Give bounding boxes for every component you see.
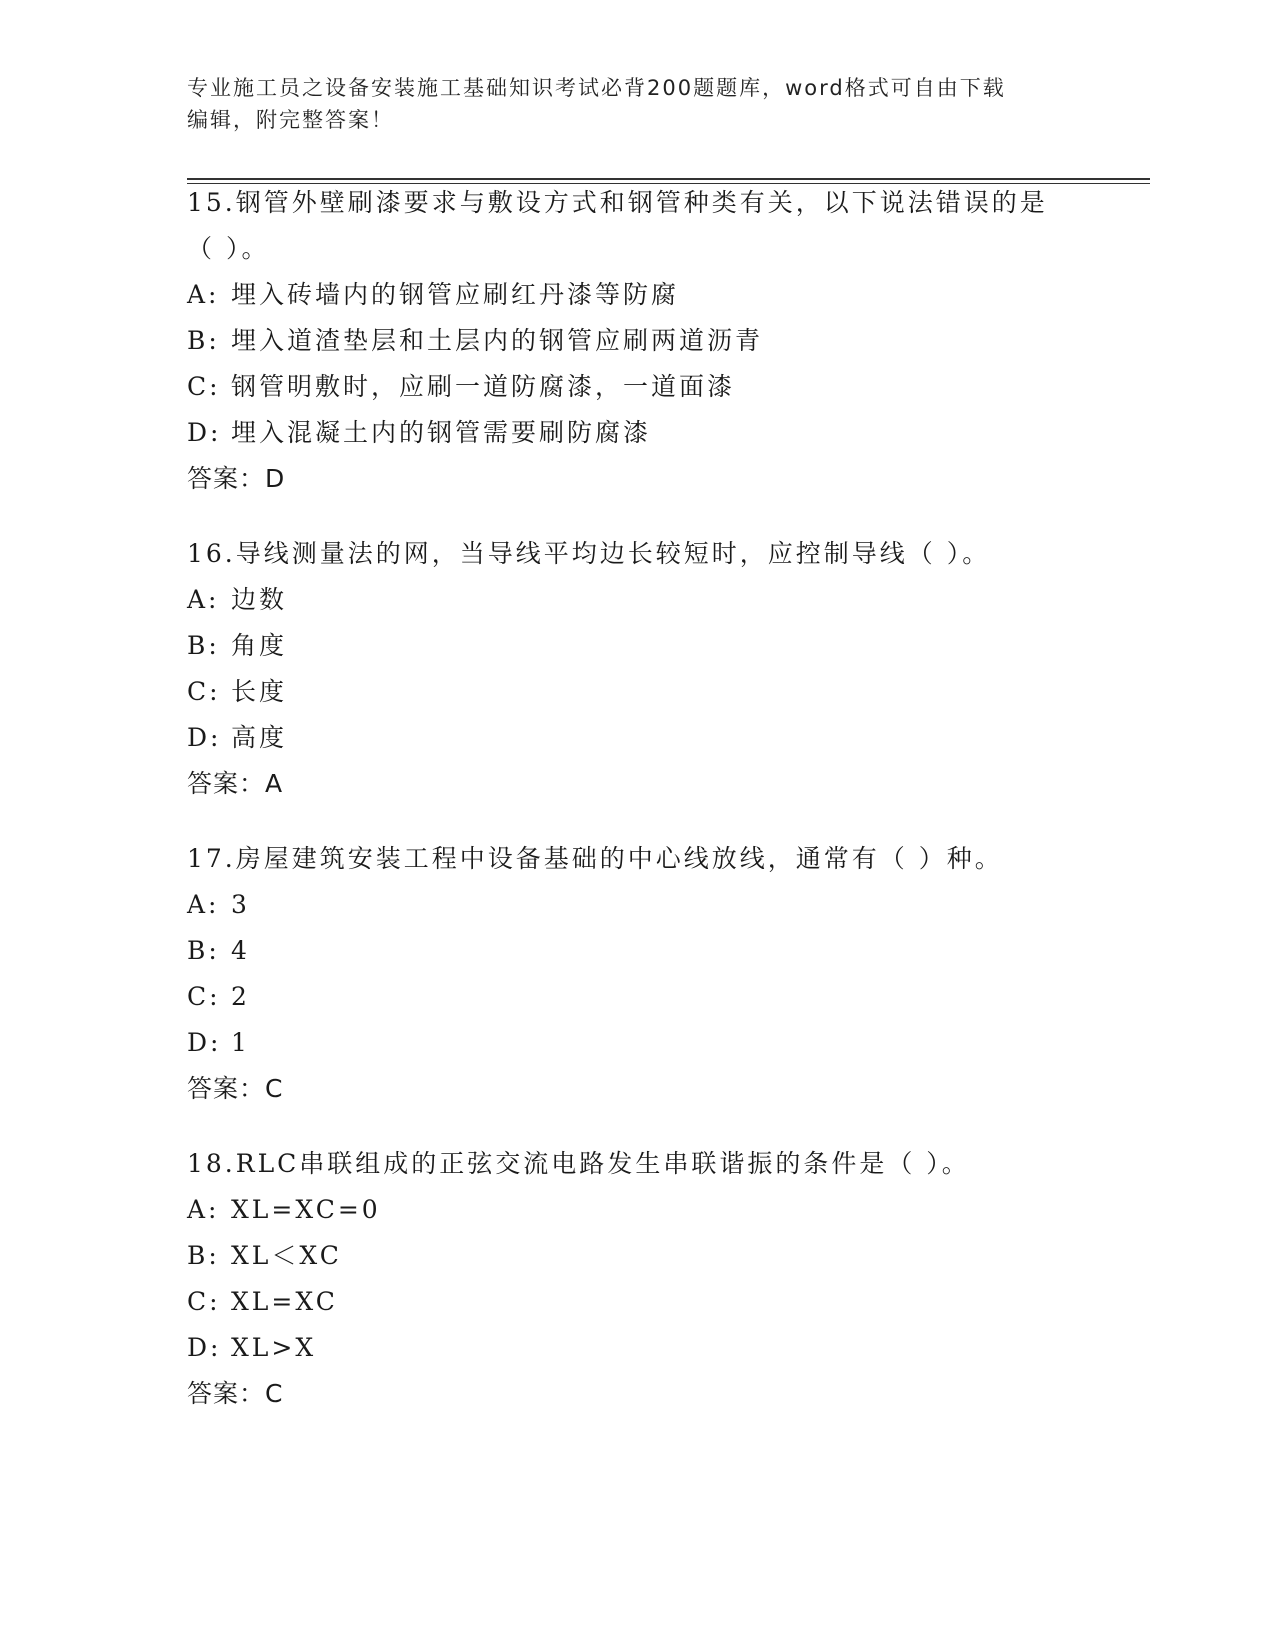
- answer-label: 答案：D: [187, 464, 286, 493]
- question-stem: 18.RLC串联组成的正弦交流电路发生串联谐振的条件是（ ）。: [187, 1149, 970, 1178]
- option-letter: B:: [187, 326, 220, 355]
- option-text: 埋入砖墙内的钢管应刷红丹漆等防腐: [231, 280, 680, 309]
- option-text: 长度: [231, 677, 288, 706]
- question-17: [187, 836, 1087, 1112]
- option-letter: A:: [187, 280, 220, 309]
- option-a: [187, 1187, 1087, 1233]
- option-b: [187, 928, 1087, 974]
- option-text: 4: [231, 936, 250, 965]
- option-letter: B:: [187, 936, 220, 965]
- option-b: [187, 1233, 1087, 1279]
- option-letter: A:: [187, 1195, 220, 1224]
- option-text: 边数: [231, 585, 288, 614]
- option-c: [187, 1279, 1087, 1325]
- option-text: 1: [231, 1028, 250, 1057]
- option-a: [187, 882, 1087, 928]
- option-text: XL＜XC: [231, 1241, 342, 1270]
- answer-label: 答案：C: [187, 1074, 284, 1103]
- answer-label: 答案：C: [187, 1379, 284, 1408]
- option-text: 高度: [231, 723, 288, 752]
- question-stem: 16.导线测量法的网，当导线平均边长较短时，应控制导线（ ）。: [187, 539, 991, 568]
- option-c: [187, 669, 1087, 715]
- option-text: 埋入道渣垫层和土层内的钢管应刷两道沥青: [231, 326, 764, 355]
- header-line-1: 专业施工员之设备安装施工基础知识考试必背200题题库，word格式可自由下载: [187, 76, 1006, 100]
- question-18: [187, 1141, 1087, 1417]
- option-d: [187, 715, 1087, 761]
- option-letter: A:: [187, 585, 220, 614]
- option-letter: D:: [187, 418, 222, 447]
- option-b: [187, 623, 1087, 669]
- option-d: [187, 410, 1087, 456]
- option-text: 埋入混凝土内的钢管需要刷防腐漆: [231, 418, 652, 447]
- option-text: XL=XC: [231, 1287, 338, 1316]
- question-16: [187, 531, 1087, 807]
- option-text: 角度: [231, 631, 288, 660]
- option-text: XL>X: [231, 1333, 317, 1362]
- document-header: [187, 72, 1087, 136]
- option-text: 3: [231, 890, 250, 919]
- question-stem: 15.钢管外壁刷漆要求与敷设方式和钢管种类有关，以下说法错误的是: [187, 188, 1048, 217]
- question-stem: 17.房屋建筑安装工程中设备基础的中心线放线，通常有（ ）种。: [187, 844, 1003, 873]
- header-line-2: 编辑，附完整答案！: [187, 108, 394, 132]
- option-c: [187, 364, 1087, 410]
- option-letter: C:: [187, 982, 221, 1011]
- option-letter: D:: [187, 1028, 222, 1057]
- option-d: [187, 1020, 1087, 1066]
- option-letter: C:: [187, 372, 221, 401]
- option-letter: D:: [187, 723, 222, 752]
- option-b: [187, 318, 1087, 364]
- option-d: [187, 1325, 1087, 1371]
- option-letter: C:: [187, 1287, 221, 1316]
- question-stem-continued: （ ）。: [187, 234, 270, 263]
- option-c: [187, 974, 1087, 1020]
- option-text: 2: [231, 982, 250, 1011]
- option-a: [187, 272, 1087, 318]
- option-text: 钢管明敷时，应刷一道防腐漆，一道面漆: [231, 372, 736, 401]
- option-letter: C:: [187, 677, 221, 706]
- option-letter: B:: [187, 631, 220, 660]
- option-text: XL=XC=0: [231, 1195, 381, 1224]
- option-a: [187, 577, 1087, 623]
- option-letter: D:: [187, 1333, 222, 1362]
- answer-label: 答案：A: [187, 769, 284, 798]
- question-15: [187, 180, 1087, 502]
- option-letter: B:: [187, 1241, 220, 1270]
- option-letter: A:: [187, 890, 220, 919]
